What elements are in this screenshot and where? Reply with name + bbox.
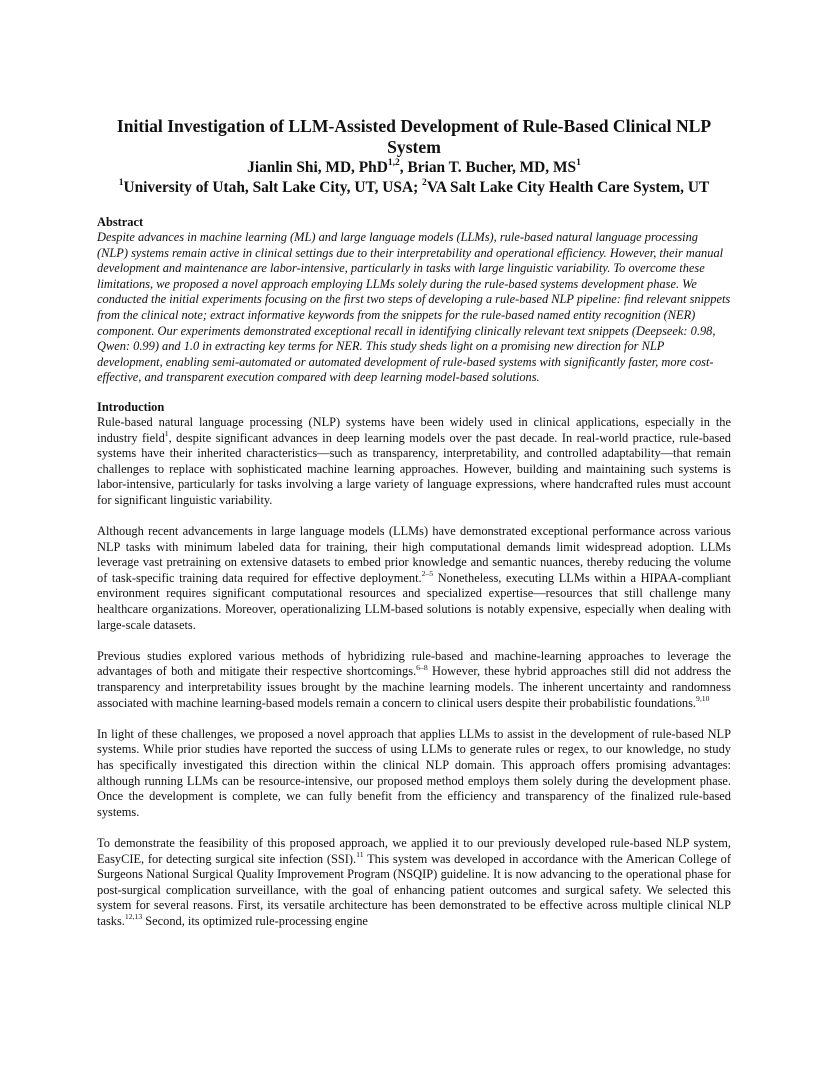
body-paragraph [97, 836, 731, 930]
affiliation-text: VA Salt Lake City Health Care System, UT [426, 179, 710, 196]
body-paragraph [97, 524, 731, 633]
abstract-heading: Abstract [97, 215, 144, 229]
paragraph-text: Second, its optimized rule-processing engine [142, 913, 368, 928]
affiliation-superscript: 1 [118, 176, 124, 188]
paragraph-text: However, these hybrid approaches still did not address the transparency and interpretability issues brought by the machine learning models. The inherent uncertainty and randomness associated with machine learning-based models remain a concern to clinical users despite their probabilistic foundations. [97, 664, 731, 710]
paragraph-text: Although recent advancements in large language models (LLMs) have demonstrated exceptional performance across various NLP tasks with minimum labeled data for training, their high computational demands limit widespread adoption. LLMs leverage vast pretraining on extensive datasets to embed prior knowledge and semantic nuances, thereby reducing the volume of task-specific training data required for effective deployment. [97, 524, 731, 585]
body-paragraph [97, 415, 731, 509]
paragraph-text: Nonetheless, executing LLMs within a HIPAA-compliant environment requires significant computational resources and specialized expertise—resources that still challenge many healthcare organizations. Moreover, operationalizing LLM-based solutions is notably expensive, especially when dealing with large-scale datasets. [97, 570, 731, 632]
introduction-heading: Introduction [97, 399, 165, 414]
citation-superscript: 11 [356, 849, 364, 859]
paragraph-text: , despite significant advances in deep learning models over the past decade. In real-world practice, rule-based systems have their inherited characteristics—such as transparency, interpretability, and controlled adaptability—that remain challenges to replace with sophisticated machine learning approaches. However, building and maintaining such systems is labor-intensive, particularly for tasks involving a large variety of language expressions, where handcrafted rules must account for significant linguistic variability. [97, 430, 731, 507]
affiliation-line [97, 178, 731, 198]
citation-superscript: 1 [164, 428, 169, 438]
author-name: Jianlin Shi, MD, PhD [247, 159, 388, 176]
affiliation-superscript: 2 [422, 176, 427, 188]
citation-superscript: 2–5 [421, 568, 434, 578]
paper-title: Initial Investigation of LLM-Assisted Development of Rule-Based Clinical NLP System [116, 116, 712, 157]
author-superscript: 1,2 [387, 156, 400, 168]
abstract-body: Despite advances in machine learning (ML) and large language models (LLMs), rule-based natural language processing (NLP) systems remain active in clinical settings due to their interpretability and operational efficiency. However, their manual development and maintenance are labor-intensive, particularly in tasks with large linguistic variability. To overcome these limitations, we proposed a novel approach employing LLMs solely during the rule-based systems development phase. We conducted the initial experiments focusing on the first two steps of developing a rule-based NLP pipeline: find relevant snippets from the clinical note; extract informative keywords from the snippets for the rule-based named entity recognition (NER) component. Our experiments demonstrated exceptional recall in identifying clinically relevant text snippets (Deepseek: 0.98, Qwen: 0.99) and 1.0 in extracting key terms for NER. This study sheds light on a promising new direction for NLP development, enabling semi-automated or automated development of rule-based systems with significantly faster, more cost-effective, and transparent execution compared with deep learning model-based solutions. [97, 230, 731, 385]
body-paragraph [97, 649, 731, 711]
paragraph-text: Rule-based natural language processing (NLP) systems have been widely used in clinical applications, especially in the industry field [97, 414, 731, 445]
citation-superscript: 9,10 [696, 693, 710, 703]
body-paragraph [97, 727, 731, 821]
affiliation-text: University of Utah, Salt Lake City, UT, USA; [123, 179, 423, 196]
author-line [97, 158, 731, 178]
paragraph-text: Previous studies explored various methods of hybridizing rule-based and machine-learning approaches to leverage the advantages of both and mitigate their respective shortcomings. [97, 648, 731, 679]
author-separator: , [399, 159, 408, 176]
paper-page [97, 116, 731, 930]
paragraph-text: In light of these challenges, we proposed a novel approach that applies LLMs to assist in the development of rule-based NLP systems. While prior studies have reported the success of using LLMs to generate rules or regex, to our knowledge, no study has specifically investigated this direction within the clinical NLP domain. This approach offers promising advantages: although running LLMs can be resource-intensive, our proposed method employs them solely during the development phase. Once the development is complete, we can fully benefit from the efficiency and transparency of the finalized rule-based systems. [97, 726, 731, 819]
introduction-body [97, 415, 731, 930]
citation-superscript: 12,13 [124, 912, 143, 922]
paragraph-text: This system was developed in accordance with the American College of Surgeons National Surgical Quality Improvement Program (NSQIP) guideline. It is now advancing to the operational phase for post-surgical complication surveillance, with the goal of enhancing patient outcomes and surgical safety. We selected this system for several reasons. First, its versatile architecture has been demonstrated to be effective across multiple clinical NLP tasks. [97, 851, 732, 928]
author-superscript: 1 [576, 156, 581, 168]
paragraph-text: To demonstrate the feasibility of this proposed approach, we applied it to our previously developed rule-based NLP system, EasyCIE, for detecting surgical site infection (SSI). [97, 835, 731, 866]
citation-superscript: 6–8 [416, 662, 428, 672]
author-name: Brian T. Bucher, MD, MS [407, 159, 577, 176]
